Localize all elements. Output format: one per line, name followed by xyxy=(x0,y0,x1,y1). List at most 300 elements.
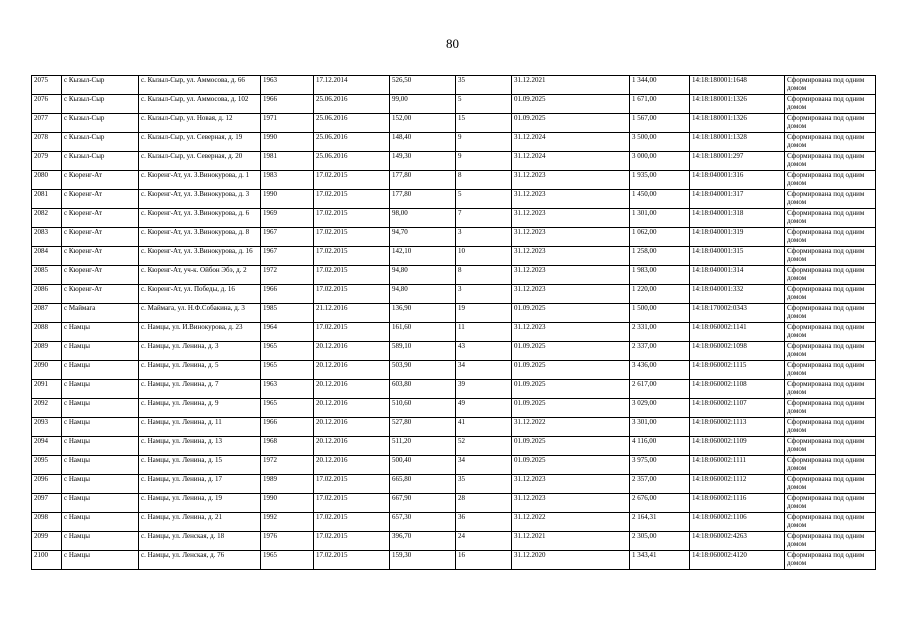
residents-cell: 9 xyxy=(456,152,512,171)
land-status-cell: Сформирована под одним домом xyxy=(785,475,876,494)
cost-cell: 2 331,00 xyxy=(630,323,690,342)
deadline-cell: 31.12.2022 xyxy=(512,418,630,437)
address-cell: с. Кызыл-Сыр, ул. Аммосова, д. 66 xyxy=(139,76,261,95)
area-cell: 503,90 xyxy=(390,361,456,380)
deadline-cell: 31.12.2021 xyxy=(512,76,630,95)
land-status-cell: Сформирована под одним домом xyxy=(785,399,876,418)
row-number-cell: 2089 xyxy=(32,342,62,361)
area-cell: 94,80 xyxy=(390,266,456,285)
area-cell: 511,20 xyxy=(390,437,456,456)
land-status-cell: Сформирована под одним домом xyxy=(785,456,876,475)
row-number-cell: 2075 xyxy=(32,76,62,95)
recognition-date-cell: 20.12.2016 xyxy=(314,399,390,418)
area-cell: 667,90 xyxy=(390,494,456,513)
settlement-cell: с Намцы xyxy=(62,418,139,437)
settlement-cell: с Кызыл-Сыр xyxy=(62,76,139,95)
land-status-cell: Сформирована под одним домом xyxy=(785,380,876,399)
year-built-cell: 1971 xyxy=(261,114,314,133)
year-built-cell: 1968 xyxy=(261,437,314,456)
cost-cell: 2 617,00 xyxy=(630,380,690,399)
cadastral-number-cell: 14:18:170002:0343 xyxy=(690,304,785,323)
year-built-cell: 1969 xyxy=(261,209,314,228)
area-cell: 142,10 xyxy=(390,247,456,266)
settlement-cell: с Намцы xyxy=(62,456,139,475)
land-status-cell: Сформирована под одним домом xyxy=(785,76,876,95)
address-cell: с. Намцы, ул. Ленина, д. 5 xyxy=(139,361,261,380)
settlement-cell: с Кызыл-Сыр xyxy=(62,95,139,114)
deadline-cell: 01.09.2025 xyxy=(512,361,630,380)
settlement-cell: с Кюренг-Ат xyxy=(62,247,139,266)
year-built-cell: 1964 xyxy=(261,323,314,342)
recognition-date-cell: 17.02.2015 xyxy=(314,228,390,247)
area-cell: 589,10 xyxy=(390,342,456,361)
address-cell: с. Намцы, ул. Ленина, д. 17 xyxy=(139,475,261,494)
recognition-date-cell: 20.12.2016 xyxy=(314,342,390,361)
year-built-cell: 1963 xyxy=(261,76,314,95)
deadline-cell: 01.09.2025 xyxy=(512,380,630,399)
page-number: 80 xyxy=(446,36,459,51)
recognition-date-cell: 20.12.2016 xyxy=(314,437,390,456)
deadline-cell: 31.12.2023 xyxy=(512,190,630,209)
settlement-cell: с Намцы xyxy=(62,399,139,418)
settlement-cell: с Кюренг-Ат xyxy=(62,190,139,209)
row-number-cell: 2077 xyxy=(32,114,62,133)
deadline-cell: 01.09.2025 xyxy=(512,456,630,475)
area-cell: 177,80 xyxy=(390,190,456,209)
recognition-date-cell: 17.02.2015 xyxy=(314,285,390,304)
row-number-cell: 2093 xyxy=(32,418,62,437)
deadline-cell: 31.12.2024 xyxy=(512,152,630,171)
year-built-cell: 1983 xyxy=(261,171,314,190)
land-status-cell: Сформирована под одним домом xyxy=(785,494,876,513)
table-row xyxy=(32,399,876,418)
area-cell: 94,80 xyxy=(390,285,456,304)
cadastral-number-cell: 14:18:060002:1111 xyxy=(690,456,785,475)
land-status-cell: Сформирована под одним домом xyxy=(785,247,876,266)
residents-cell: 10 xyxy=(456,247,512,266)
address-cell: с. Намцы, ул. Ленина, д. 15 xyxy=(139,456,261,475)
address-cell: с. Кюренг-Ат, уч-к. Ойбон Эбэ, д. 2 xyxy=(139,266,261,285)
residents-cell: 8 xyxy=(456,266,512,285)
recognition-date-cell: 25.06.2016 xyxy=(314,114,390,133)
land-status-cell: Сформирована под одним домом xyxy=(785,190,876,209)
cadastral-number-cell: 14:18:040001:317 xyxy=(690,190,785,209)
cost-cell: 2 164,31 xyxy=(630,513,690,532)
cadastral-number-cell: 14:18:060002:1106 xyxy=(690,513,785,532)
cost-cell: 3 436,00 xyxy=(630,361,690,380)
settlement-cell: с Кюренг-Ат xyxy=(62,285,139,304)
cadastral-number-cell: 14:18:060002:1116 xyxy=(690,494,785,513)
cadastral-number-cell: 14:18:060002:1098 xyxy=(690,342,785,361)
settlement-cell: с Намцы xyxy=(62,494,139,513)
settlement-cell: с Намцы xyxy=(62,323,139,342)
cadastral-number-cell: 14:18:180001:1326 xyxy=(690,95,785,114)
area-cell: 396,70 xyxy=(390,532,456,551)
area-cell: 161,60 xyxy=(390,323,456,342)
year-built-cell: 1976 xyxy=(261,532,314,551)
row-number-cell: 2086 xyxy=(32,285,62,304)
area-cell: 152,00 xyxy=(390,114,456,133)
cadastral-number-cell: 14:18:060002:1107 xyxy=(690,399,785,418)
cadastral-number-cell: 14:18:040001:318 xyxy=(690,209,785,228)
row-number-cell: 2079 xyxy=(32,152,62,171)
area-cell: 500,40 xyxy=(390,456,456,475)
table-row xyxy=(32,418,876,437)
cadastral-number-cell: 14:18:040001:315 xyxy=(690,247,785,266)
year-built-cell: 1967 xyxy=(261,247,314,266)
cost-cell: 2 357,00 xyxy=(630,475,690,494)
table-row xyxy=(32,532,876,551)
row-number-cell: 2094 xyxy=(32,437,62,456)
cadastral-number-cell: 14:18:060002:1108 xyxy=(690,380,785,399)
cost-cell: 1 935,00 xyxy=(630,171,690,190)
cost-cell: 3 975,00 xyxy=(630,456,690,475)
land-status-cell: Сформирована под одним домом xyxy=(785,171,876,190)
row-number-cell: 2082 xyxy=(32,209,62,228)
land-status-cell: Сформирована под одним домом xyxy=(785,513,876,532)
recognition-date-cell: 17.02.2015 xyxy=(314,171,390,190)
area-cell: 510,60 xyxy=(390,399,456,418)
area-cell: 159,30 xyxy=(390,551,456,570)
recognition-date-cell: 17.02.2015 xyxy=(314,209,390,228)
table-row xyxy=(32,456,876,475)
residents-cell: 3 xyxy=(456,285,512,304)
residents-cell: 8 xyxy=(456,171,512,190)
cadastral-number-cell: 14:18:180001:297 xyxy=(690,152,785,171)
cadastral-number-cell: 14:18:180001:1648 xyxy=(690,76,785,95)
recognition-date-cell: 25.06.2016 xyxy=(314,152,390,171)
area-cell: 665,80 xyxy=(390,475,456,494)
residents-cell: 34 xyxy=(456,456,512,475)
settlement-cell: с Кюренг-Ат xyxy=(62,209,139,228)
deadline-cell: 31.12.2024 xyxy=(512,133,630,152)
recognition-date-cell: 25.06.2016 xyxy=(314,95,390,114)
cost-cell: 2 337,00 xyxy=(630,342,690,361)
recognition-date-cell: 17.02.2015 xyxy=(314,551,390,570)
cost-cell: 1 258,00 xyxy=(630,247,690,266)
cost-cell: 1 343,41 xyxy=(630,551,690,570)
year-built-cell: 1985 xyxy=(261,304,314,323)
year-built-cell: 1965 xyxy=(261,342,314,361)
table-row xyxy=(32,475,876,494)
table-row xyxy=(32,247,876,266)
land-status-cell: Сформирована под одним домом xyxy=(785,95,876,114)
deadline-cell: 31.12.2023 xyxy=(512,285,630,304)
address-cell: с. Кюренг-Ат, ул. Победы, д. 16 xyxy=(139,285,261,304)
cadastral-number-cell: 14:18:180001:1326 xyxy=(690,114,785,133)
cadastral-number-cell: 14:18:060002:1112 xyxy=(690,475,785,494)
address-cell: с. Кюренг-Ат, ул. З.Винокуровa, д. 3 xyxy=(139,190,261,209)
area-cell: 603,80 xyxy=(390,380,456,399)
residents-cell: 43 xyxy=(456,342,512,361)
year-built-cell: 1981 xyxy=(261,152,314,171)
deadline-cell: 31.12.2023 xyxy=(512,209,630,228)
residents-cell: 49 xyxy=(456,399,512,418)
address-cell: с. Намцы, ул. Ленина, д. 7 xyxy=(139,380,261,399)
address-cell: с. Намцы, ул. Ленина, д. 13 xyxy=(139,437,261,456)
row-number-cell: 2088 xyxy=(32,323,62,342)
recognition-date-cell: 17.02.2015 xyxy=(314,190,390,209)
table-row xyxy=(32,304,876,323)
address-cell: с. Кызыл-Сыр, ул. Аммосова, д. 102 xyxy=(139,95,261,114)
year-built-cell: 1972 xyxy=(261,266,314,285)
deadline-cell: 31.12.2023 xyxy=(512,266,630,285)
cadastral-number-cell: 14:18:060002:4263 xyxy=(690,532,785,551)
deadline-cell: 31.12.2023 xyxy=(512,323,630,342)
recognition-date-cell: 20.12.2016 xyxy=(314,380,390,399)
cost-cell: 2 305,00 xyxy=(630,532,690,551)
land-status-cell: Сформирована под одним домом xyxy=(785,342,876,361)
year-built-cell: 1966 xyxy=(261,285,314,304)
recognition-date-cell: 17.02.2015 xyxy=(314,475,390,494)
address-cell: с. Маймага, ул. Н.Ф.Собакина, д. 3 xyxy=(139,304,261,323)
deadline-cell: 01.09.2025 xyxy=(512,399,630,418)
residents-cell: 34 xyxy=(456,361,512,380)
deadline-cell: 31.12.2023 xyxy=(512,475,630,494)
cadastral-number-cell: 14:18:060002:1141 xyxy=(690,323,785,342)
table-row xyxy=(32,342,876,361)
land-status-cell: Сформирована под одним домом xyxy=(785,133,876,152)
cost-cell: 3 000,00 xyxy=(630,152,690,171)
residents-cell: 36 xyxy=(456,513,512,532)
year-built-cell: 1990 xyxy=(261,190,314,209)
address-cell: с. Намцы, ул. Ленина, д. 9 xyxy=(139,399,261,418)
area-cell: 148,40 xyxy=(390,133,456,152)
row-number-cell: 2091 xyxy=(32,380,62,399)
row-number-cell: 2078 xyxy=(32,133,62,152)
cadastral-number-cell: 14:18:040001:316 xyxy=(690,171,785,190)
cost-cell: 1 671,00 xyxy=(630,95,690,114)
year-built-cell: 1989 xyxy=(261,475,314,494)
address-cell: с. Кюренг-Ат, ул. З.Винокуровa, д. 6 xyxy=(139,209,261,228)
cost-cell: 1 500,00 xyxy=(630,304,690,323)
cost-cell: 2 676,00 xyxy=(630,494,690,513)
residents-cell: 5 xyxy=(456,190,512,209)
row-number-cell: 2090 xyxy=(32,361,62,380)
year-built-cell: 1965 xyxy=(261,551,314,570)
row-number-cell: 2085 xyxy=(32,266,62,285)
residents-cell: 15 xyxy=(456,114,512,133)
table-row xyxy=(32,190,876,209)
land-status-cell: Сформирована под одним домом xyxy=(785,152,876,171)
settlement-cell: с Намцы xyxy=(62,513,139,532)
residents-cell: 24 xyxy=(456,532,512,551)
settlement-cell: с Маймага xyxy=(62,304,139,323)
row-number-cell: 2097 xyxy=(32,494,62,513)
cadastral-number-cell: 14:18:060002:1113 xyxy=(690,418,785,437)
recognition-date-cell: 21.12.2016 xyxy=(314,304,390,323)
row-number-cell: 2096 xyxy=(32,475,62,494)
cost-cell: 3 301,00 xyxy=(630,418,690,437)
row-number-cell: 2084 xyxy=(32,247,62,266)
settlement-cell: с Кюренг-Ат xyxy=(62,266,139,285)
cost-cell: 3 029,00 xyxy=(630,399,690,418)
cost-cell: 1 220,00 xyxy=(630,285,690,304)
address-cell: с. Намцы, ул. Ленина, д. 3 xyxy=(139,342,261,361)
table-row xyxy=(32,171,876,190)
year-built-cell: 1966 xyxy=(261,95,314,114)
year-built-cell: 1967 xyxy=(261,228,314,247)
deadline-cell: 31.12.2023 xyxy=(512,247,630,266)
residents-cell: 7 xyxy=(456,209,512,228)
address-cell: с. Намцы, ул. И.Винокурова, д. 23 xyxy=(139,323,261,342)
deadline-cell: 01.09.2025 xyxy=(512,437,630,456)
housing-registry-table xyxy=(31,75,876,570)
cost-cell: 1 344,00 xyxy=(630,76,690,95)
recognition-date-cell: 17.02.2015 xyxy=(314,532,390,551)
settlement-cell: с Кызыл-Сыр xyxy=(62,114,139,133)
table-row xyxy=(32,152,876,171)
address-cell: с. Кюренг-Ат, ул. З.Винокуровa, д. 16 xyxy=(139,247,261,266)
area-cell: 149,30 xyxy=(390,152,456,171)
settlement-cell: с Кызыл-Сыр xyxy=(62,133,139,152)
area-cell: 657,30 xyxy=(390,513,456,532)
deadline-cell: 31.12.2023 xyxy=(512,228,630,247)
recognition-date-cell: 17.02.2015 xyxy=(314,266,390,285)
cost-cell: 1 450,00 xyxy=(630,190,690,209)
address-cell: с. Намцы, ул. Ленская, д. 76 xyxy=(139,551,261,570)
table-row xyxy=(32,114,876,133)
table-row xyxy=(32,95,876,114)
land-status-cell: Сформирована под одним домом xyxy=(785,323,876,342)
land-status-cell: Сформирована под одним домом xyxy=(785,266,876,285)
area-cell: 136,90 xyxy=(390,304,456,323)
table-row xyxy=(32,494,876,513)
address-cell: с. Намцы, ул. Ленская, д. 18 xyxy=(139,532,261,551)
land-status-cell: Сформирована под одним домом xyxy=(785,114,876,133)
address-cell: с. Кызыл-Сыр, ул. Северная, д. 20 xyxy=(139,152,261,171)
table-row xyxy=(32,266,876,285)
address-cell: с. Кызыл-Сыр, ул. Новая, д. 12 xyxy=(139,114,261,133)
residents-cell: 19 xyxy=(456,304,512,323)
cadastral-number-cell: 14:18:180001:1328 xyxy=(690,133,785,152)
row-number-cell: 2100 xyxy=(32,551,62,570)
settlement-cell: с Кюренг-Ат xyxy=(62,171,139,190)
deadline-cell: 01.09.2025 xyxy=(512,95,630,114)
cadastral-number-cell: 14:18:060002:1115 xyxy=(690,361,785,380)
land-status-cell: Сформирована под одним домом xyxy=(785,532,876,551)
table-row xyxy=(32,76,876,95)
residents-cell: 3 xyxy=(456,228,512,247)
table-row xyxy=(32,285,876,304)
deadline-cell: 01.09.2025 xyxy=(512,114,630,133)
residents-cell: 16 xyxy=(456,551,512,570)
area-cell: 526,50 xyxy=(390,76,456,95)
land-status-cell: Сформирована под одним домом xyxy=(785,418,876,437)
deadline-cell: 31.12.2021 xyxy=(512,532,630,551)
table-row xyxy=(32,209,876,228)
residents-cell: 28 xyxy=(456,494,512,513)
recognition-date-cell: 20.12.2016 xyxy=(314,418,390,437)
land-status-cell: Сформирована под одним домом xyxy=(785,285,876,304)
cadastral-number-cell: 14:18:040001:332 xyxy=(690,285,785,304)
year-built-cell: 1965 xyxy=(261,399,314,418)
cost-cell: 4 116,00 xyxy=(630,437,690,456)
address-cell: с. Кюренг-Ат, ул. З.Винокуровa, д. 8 xyxy=(139,228,261,247)
cadastral-number-cell: 14:18:040001:314 xyxy=(690,266,785,285)
address-cell: с. Кызыл-Сыр, ул. Северная, д. 19 xyxy=(139,133,261,152)
deadline-cell: 31.12.2022 xyxy=(512,513,630,532)
land-status-cell: Сформирована под одним домом xyxy=(785,304,876,323)
residents-cell: 9 xyxy=(456,133,512,152)
area-cell: 98,00 xyxy=(390,209,456,228)
cost-cell: 1 062,00 xyxy=(630,228,690,247)
table-row xyxy=(32,133,876,152)
area-cell: 527,80 xyxy=(390,418,456,437)
residents-cell: 39 xyxy=(456,380,512,399)
residents-cell: 35 xyxy=(456,76,512,95)
row-number-cell: 2080 xyxy=(32,171,62,190)
cadastral-number-cell: 14:18:040001:319 xyxy=(690,228,785,247)
row-number-cell: 2098 xyxy=(32,513,62,532)
residents-cell: 52 xyxy=(456,437,512,456)
row-number-cell: 2092 xyxy=(32,399,62,418)
recognition-date-cell: 20.12.2016 xyxy=(314,361,390,380)
area-cell: 94,70 xyxy=(390,228,456,247)
deadline-cell: 31.12.2023 xyxy=(512,171,630,190)
table-row xyxy=(32,551,876,570)
cadastral-number-cell: 14:18:060002:4120 xyxy=(690,551,785,570)
residents-cell: 35 xyxy=(456,475,512,494)
table-row xyxy=(32,228,876,247)
residents-cell: 5 xyxy=(456,95,512,114)
area-cell: 177,80 xyxy=(390,171,456,190)
year-built-cell: 1963 xyxy=(261,380,314,399)
recognition-date-cell: 17.02.2015 xyxy=(314,513,390,532)
settlement-cell: с Намцы xyxy=(62,532,139,551)
cost-cell: 1 567,00 xyxy=(630,114,690,133)
settlement-cell: с Намцы xyxy=(62,342,139,361)
table-row xyxy=(32,323,876,342)
area-cell: 99,00 xyxy=(390,95,456,114)
settlement-cell: с Кюренг-Ат xyxy=(62,228,139,247)
recognition-date-cell: 17.02.2015 xyxy=(314,494,390,513)
settlement-cell: с Намцы xyxy=(62,551,139,570)
year-built-cell: 1992 xyxy=(261,513,314,532)
cost-cell: 1 301,00 xyxy=(630,209,690,228)
settlement-cell: с Намцы xyxy=(62,475,139,494)
recognition-date-cell: 17.02.2015 xyxy=(314,247,390,266)
deadline-cell: 31.12.2020 xyxy=(512,551,630,570)
recognition-date-cell: 17.02.2015 xyxy=(314,323,390,342)
deadline-cell: 01.09.2025 xyxy=(512,342,630,361)
recognition-date-cell: 25.06.2016 xyxy=(314,133,390,152)
year-built-cell: 1990 xyxy=(261,494,314,513)
cost-cell: 3 500,00 xyxy=(630,133,690,152)
table-row xyxy=(32,513,876,532)
year-built-cell: 1990 xyxy=(261,133,314,152)
settlement-cell: с Намцы xyxy=(62,361,139,380)
cost-cell: 1 983,00 xyxy=(630,266,690,285)
recognition-date-cell: 20.12.2016 xyxy=(314,456,390,475)
land-status-cell: Сформирована под одним домом xyxy=(785,551,876,570)
address-cell: с. Намцы, ул. Ленина, д. 11 xyxy=(139,418,261,437)
land-status-cell: Сформирована под одним домом xyxy=(785,437,876,456)
row-number-cell: 2095 xyxy=(32,456,62,475)
deadline-cell: 31.12.2023 xyxy=(512,494,630,513)
settlement-cell: с Намцы xyxy=(62,437,139,456)
land-status-cell: Сформирована под одним домом xyxy=(785,228,876,247)
row-number-cell: 2087 xyxy=(32,304,62,323)
address-cell: с. Намцы, ул. Ленина, д. 19 xyxy=(139,494,261,513)
land-status-cell: Сформирована под одним домом xyxy=(785,361,876,380)
cadastral-number-cell: 14:18:060002:1109 xyxy=(690,437,785,456)
table-row xyxy=(32,361,876,380)
address-cell: с. Намцы, ул. Ленина, д. 21 xyxy=(139,513,261,532)
residents-cell: 41 xyxy=(456,418,512,437)
land-status-cell: Сформирована под одним домом xyxy=(785,209,876,228)
table-row xyxy=(32,380,876,399)
